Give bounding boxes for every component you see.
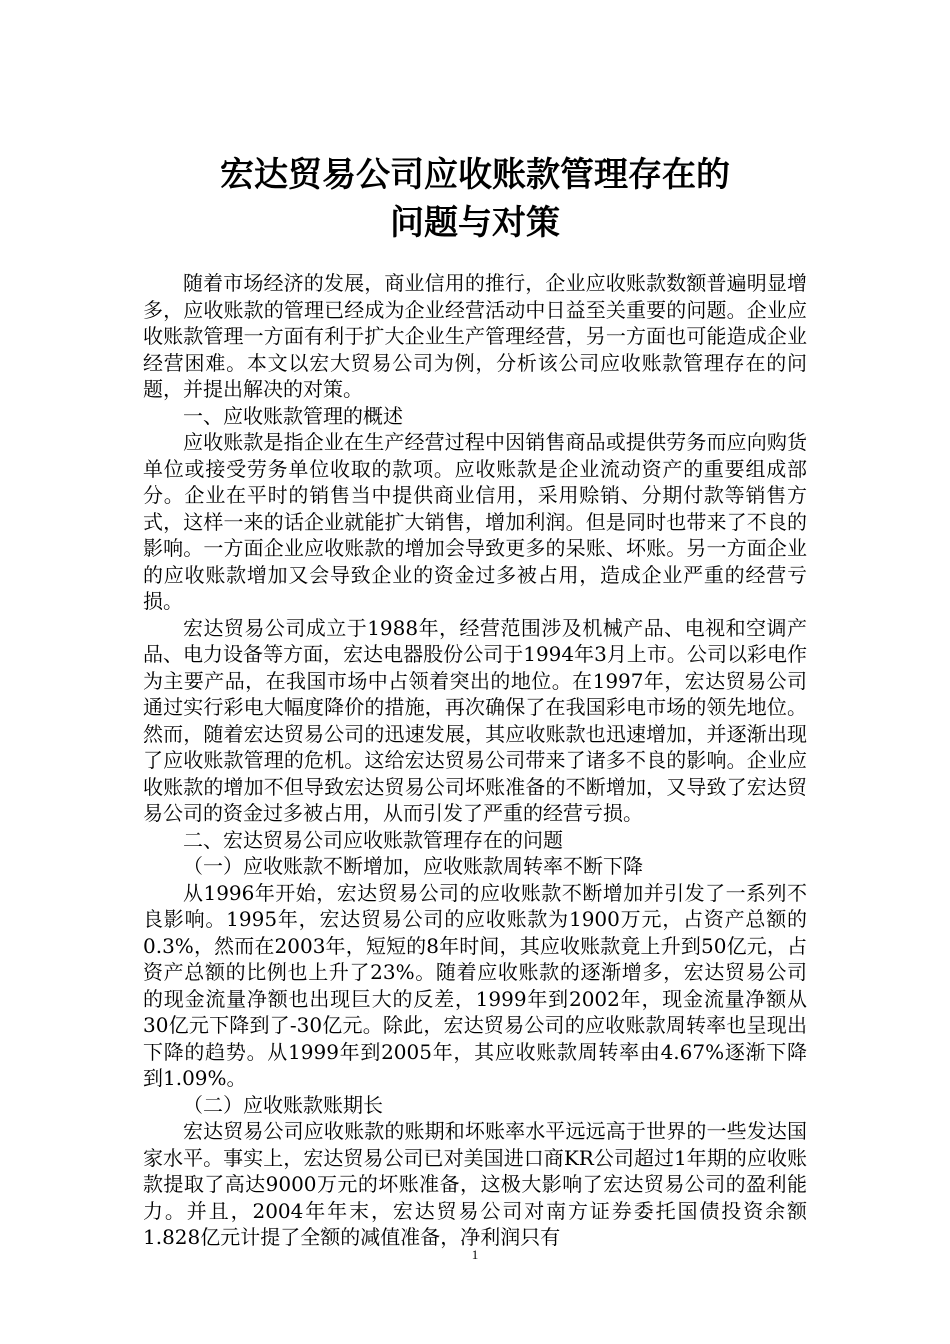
subsection-heading-2: （二）应收账款账期长 [183,1092,383,1117]
document-title-line-2: 问题与对策 [390,203,560,243]
paragraph-account-period: 宏达贸易公司应收账款的账期和坏账率水平远远高于世界的一些发达国家水平。事实上，宏达贸易公司已对美国进口商KR公司超过1年期的应收账款提取了高达9000万元的坏账准备，这极大影响了宏达贸易公司的盈利能力。并且，2004年年末，宏达贸易公司对南方证券委托国债投资余额1.828亿元计提了全额的减值准备，净利润只有 [143,1119,807,1249]
paragraph-receivables-growth: 从1996年开始，宏达贸易公司的应收账款不断增加并引发了一系列不良影响。1995年，宏达贸易公司的应收账款为1900万元，占资产总额的0.3%，然而在2003年，短短的8年时间，其应收账款竟上升到50亿元，占资产总额的比例也上升了23%。随着应收账款的逐渐增多，宏达贸易公司的现金流量净额也出现巨大的反差，1999年到2002年，现金流量净额从30亿元下降到了-30亿元。除此，宏达贸易公司的应收账款周转率也呈现出下降的趋势。从1999年到2005年，其应收账款周转率由4.67%逐渐下降到1.09%。 [143,880,807,1090]
paragraph-company-background: 宏达贸易公司成立于1988年，经营范围涉及机械产品、电视和空调产品、电力设备等方面，宏达电器股份公司于1994年3月上市。公司以彩电作为主要产品，在我国市场中占领着突出的地位。在1997年，宏达贸易公司通过实行彩电大幅度降价的措施，再次确保了在我国彩电市场的领先地位。然而，随着宏达贸易公司的迅速发展，其应收账款也迅速增加，并逐渐出现了应收账款管理的危机。这给宏达贸易公司带来了诸多不良的影响。企业应收账款的增加不但导致宏达贸易公司坏账准备的不断增加，又导致了宏达贸易公司的资金过多被占用，从而引发了严重的经营亏损。 [143,615,807,825]
section-heading-1: 一、应收账款管理的概述 [183,403,403,428]
document-title-line-1: 宏达贸易公司应收账款管理存在的 [220,155,730,195]
subsection-heading-1: （一）应收账款不断增加，应收账款周转率不断下降 [183,854,643,878]
paragraph-definition: 应收账款是指企业在生产经营过程中因销售商品或提供劳务而应向购货单位或接受劳务单位收取的款项。应收账款是企业流动资产的重要组成部分。企业在平时的销售当中提供商业信用，采用赊销、分期付款等销售方式，这样一来的话企业就能扩大销售，增加利润。但是同时也带来了不良的影响。一方面企业应收账款的增加会导致更多的呆账、坏账。另一方面企业的应收账款增加又会导致企业的资金过多被占用，造成企业严重的经营亏损。 [143,430,807,613]
document-body [143,270,807,1251]
section-heading-2: 二、宏达贸易公司应收账款管理存在的问题 [183,827,563,852]
page-number: 1 [471,1247,479,1262]
paragraph-intro: 随着市场经济的发展，商业信用的推行，企业应收账款数额普遍明显增多，应收账款的管理已经成为企业经营活动中日益至关重要的问题。企业应收账款管理一方面有利于扩大企业生产管理经营，另一方面也可能造成企业经营困难。本文以宏大贸易公司为例，分析该公司应收账款管理存在的问题，并提出解决的对策。 [143,271,807,401]
